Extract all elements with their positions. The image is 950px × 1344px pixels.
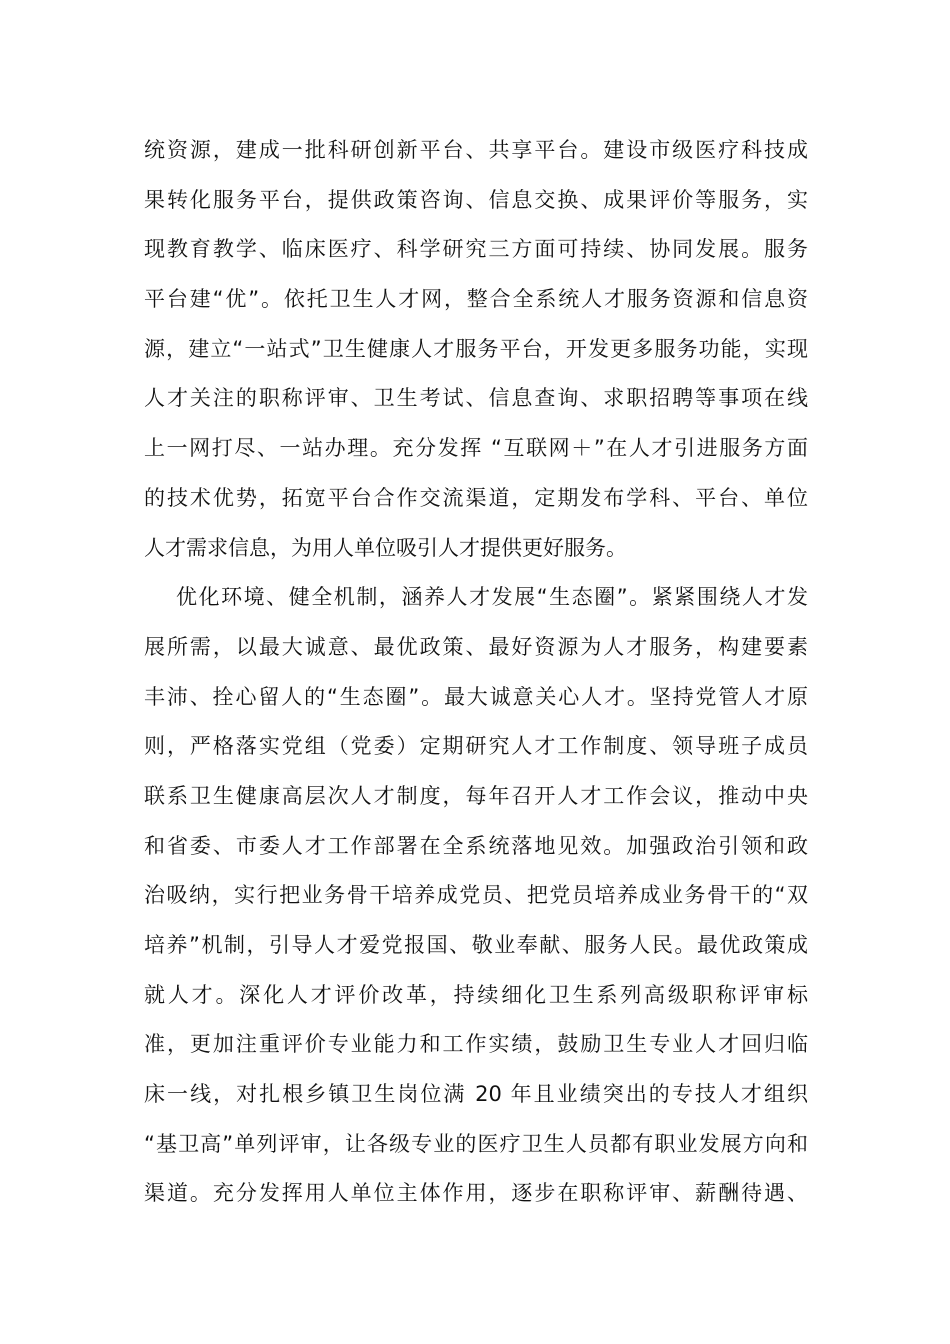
text-line: “基卫高”单列评审，让各级专业的医疗卫生人员都有职业发展方向和 <box>144 1131 808 1156</box>
text-line: 统资源，建成一批科研创新平台、共享平台。建设市级医疗科技成 <box>144 138 808 162</box>
text-line: 渠道。充分发挥用人单位主体作用，逐步在职称评审、薪酬待遇、 <box>144 1181 808 1206</box>
text-line: 果转化服务平台，提供政策咨询、信息交换、成果评价等服务，实 <box>144 187 808 212</box>
text-line: 优化环境、健全机制，涵养人才发展“生态圈”。紧紧围绕人才发 <box>176 585 808 610</box>
body-text <box>144 126 808 1219</box>
text-line: 上一网打尽、一站办理。充分发挥 “互联网＋”在人才引进服务方面 <box>144 436 808 461</box>
text-line: 准，更加注重评价专业能力和工作实绩，鼓励卫生专业人才回归临 <box>144 1032 808 1057</box>
text-line: 源，建立“一站式”卫生健康人才服务平台，开发更多服务功能，实现 <box>144 336 808 361</box>
text-line: 培养”机制，引导人才爱党报国、敬业奉献、服务人民。最优政策成 <box>144 933 808 957</box>
text-line: 和省委、市委人才工作部署在全系统落地见效。加强政治引领和政 <box>144 833 808 858</box>
text-line: 人才关注的职称评审、卫生考试、信息查询、求职招聘等事项在线 <box>144 386 808 411</box>
text-line: 治吸纳，实行把业务骨干培养成党员、把党员培养成业务骨干的“双 <box>144 883 808 908</box>
text-line: 床一线，对扎根乡镇卫生岗位满 20 年且业绩突出的专技人才组织 <box>144 1082 808 1107</box>
text-line: 展所需，以最大诚意、最优政策、最好资源为人才服务，构建要素 <box>144 634 808 659</box>
text-line: 丰沛、拴心留人的“生态圈”。最大诚意关心人才。坚持党管人才原 <box>144 684 808 709</box>
text-line: 联系卫生健康高层次人才制度，每年召开人才工作会议，推动中央 <box>144 783 808 808</box>
text-line: 的技术优势，拓宽平台合作交流渠道，定期发布学科、平台、单位 <box>144 485 808 510</box>
text-line: 就人才。深化人才评价改革，持续细化卫生系列高级职称评审标 <box>144 982 808 1007</box>
text-line: 平台建“优”。依托卫生人才网，整合全系统人才服务资源和信息资 <box>144 287 808 312</box>
text-line: 现教育教学、临床医疗、科学研究三方面可持续、协同发展。服务 <box>144 237 808 262</box>
text-line: 则，严格落实党组（党委）定期研究人才工作制度、领导班子成员 <box>144 734 808 759</box>
text-line: 人才需求信息，为用人单位吸引人才提供更好服务。 <box>144 535 627 560</box>
